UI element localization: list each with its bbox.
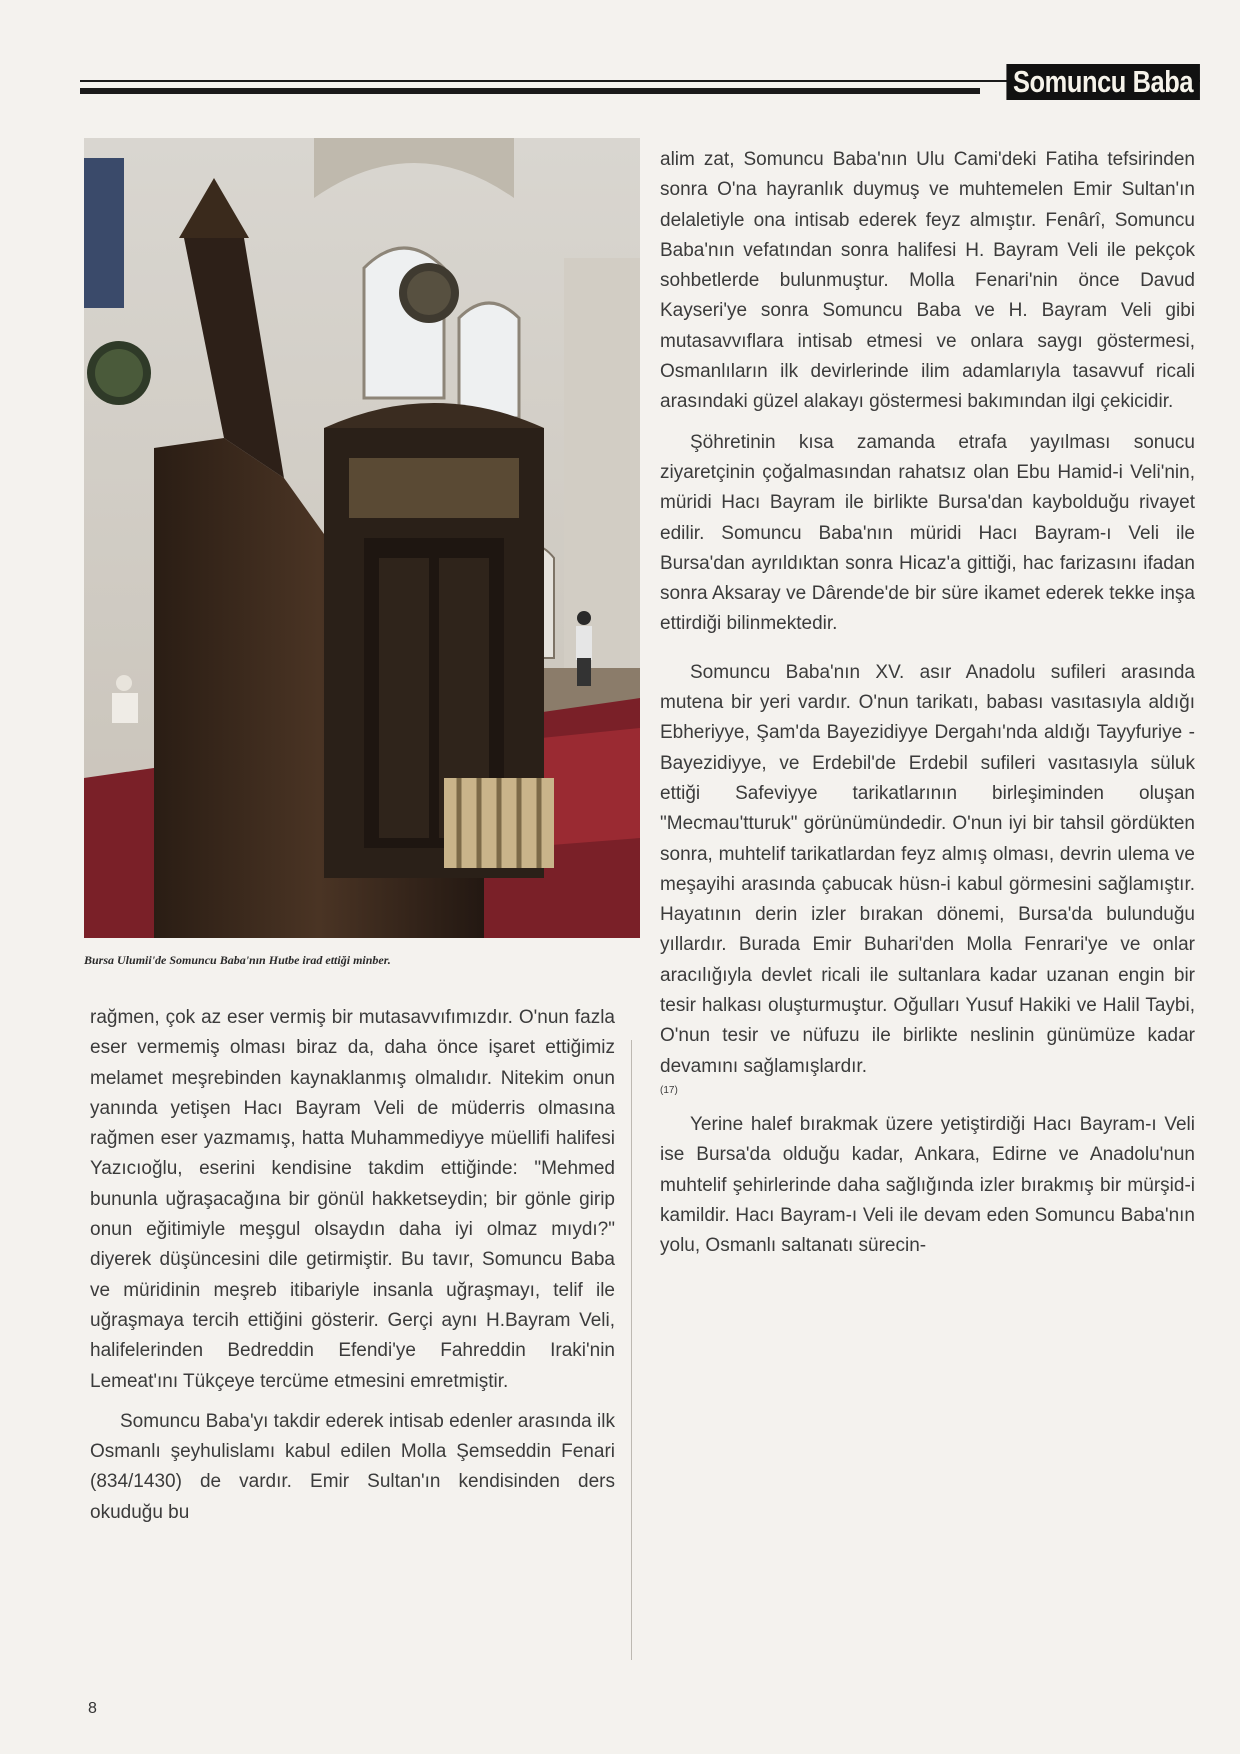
paragraph: Yerine halef bırakmak üzere yetiştirdiği Hacı Bayram-ı Veli ise Bursa'da olduğu kadar, Ankara, Edirne ve Anadolu'nun muhtelif şehirlerinde daha sağlığında izler bırakmış bir mürşid-i kamildir. Hacı Bayram-ı Veli ile devam eden Somuncu Baba'nın yolu, Osmanlı saltanatı sürecin- bbox=[660, 1113, 1195, 1257]
footnote-reference: (17) bbox=[660, 1084, 678, 1096]
column-divider bbox=[631, 1040, 632, 1660]
photo-caption: Bursa Ulumii'de Somuncu Baba'nın Hutbe irad ettiği minber. bbox=[84, 953, 391, 967]
left-column bbox=[90, 1003, 615, 1528]
paragraph: rağmen, çok az eser vermiş bir mutasavvıfımızdır. O'nun fazla eser vermemiş olması biraz da, daha önce işaret ettiğimiz melamet meşrebinden kaynaklanmış olmalıdır. Nitekim onun yanında yetişen Hacı Bayram Veli de müderris olmasına rağmen eser yazmamış, hatta Muhammediyye müellifi halifesi Yazıcıoğlu, eserini kendisine takdim ettiğinde: "Mehmed bununla uğraşacağına bir gönül hakketseydin; bir gönle girip onun eğitimiyle meşgul olsaydın daha iyi olmaz mıydı?" diyerek düşüncesini dile getirmiştir. Bu tavır, Somuncu Baba ve müridinin meşreb itibariyle insanla uğraşmayı, telif ile uğraşmaya tercih ettiğini gösterir. Gerçi aynı H.Bayram Veli, halifelerinden Bedreddin Efendi'ye Fahreddin Iraki'nin Lemeat'ını Tükçeye tercüme etmesini emretmiştir. bbox=[90, 1007, 615, 1392]
section-title: Somuncu Baba bbox=[1007, 64, 1200, 100]
paragraph: Şöhretinin kısa zamanda etrafa yayılması sonucu ziyaretçinin çoğalmasından rahatsız olan Ebu Hamid-i Veli'nin, müridi Hacı Bayram ile birlikte Bursa'dan kaybolduğu rivayet edilir. Somuncu Baba'nın müridi Hacı Bayram-ı Veli ile Bursa'dan ayrıldıktan sonra Hicaz'a gittiği, hac farizasını ifadan sonra Aksaray ve Dârende'de bir süre ikamet ederek tekke inşa ettirdiği bilinmektedir. bbox=[660, 431, 1195, 635]
right-column bbox=[660, 145, 1195, 1261]
mosque-interior-image bbox=[84, 138, 640, 938]
paragraph: Somuncu Baba'nın XV. asır Anadolu sufileri arasında mutena bir yeri vardır. O'nun tarikatı, babası vasıtasıyla aldığı Ebheriyye, Şam'da Bayezidiyye Dergahı'nda aldığı Tayyfuriye - Bayezidiyye, ve Erdebil'de Erdebil sufileri vasıtasıyla süluk ettiği Safeviyye tarikatlarının birleşiminden oluşan "Mecmau'tturuk" görünümündedir. O'nun iyi bir tahsil gördükten sonra, muhtelif tarikatlardan feyz almış olması, devrin ulema ve meşayihi arasında çabucak hüsn-i kabul görmesini sağlamıştır. Hayatının derin izler bırakan dönemi, Bursa'da bulunduğu yıllardır. Burada Emir Buhari'den Molla Fenrari'ye ve onlar aracılığıyla devlet ricali ile sultanlara kadar uzanan engin bir tesir halkası oluşturmuştur. Oğulları Yusuf Hakiki ve Halil Taybi, O'nun tesir ve nüfuzu ile birlikte neslinin günümüze kadar devamını sağlamışlardır. bbox=[660, 661, 1195, 1077]
page-number: 8 bbox=[88, 1700, 97, 1717]
paragraph: alim zat, Somuncu Baba'nın Ulu Cami'deki Fatiha tefsirinden sonra O'na hayranlık duymuş ve muhtemelen Emir Sultan'ın delaletiyle ona intisab ederek feyz almıştır. Fenârî, Somuncu Baba'nın vefatından sonra halifesi H. Bayram Veli ile pekçok sohbetlerde bulunmuştur. Molla Fenari'nin önce Davud Kayseri'ye sonra Somuncu Baba ve H. Bayram Veli gibi mutasavvıflara intisab etmesi ve onlara saygı göstermesi, Osmanlıların ilk devirlerinde ilim adamlarıyla tasavvuf ricali arasındaki güzel alakayı göstermesi bakımından ilgi çekicidir. bbox=[660, 149, 1195, 413]
minber-photo bbox=[84, 138, 640, 938]
paragraph: Somuncu Baba'yı takdir ederek intisab edenler arasında ilk Osmanlı şeyhulislamı kabul edilen Molla Şemseddin Fenari (834/1430) de vardır. Emir Sultan'ın kendisinden ders okuduğu bu bbox=[90, 1410, 615, 1523]
header-rule-thick bbox=[80, 88, 980, 94]
